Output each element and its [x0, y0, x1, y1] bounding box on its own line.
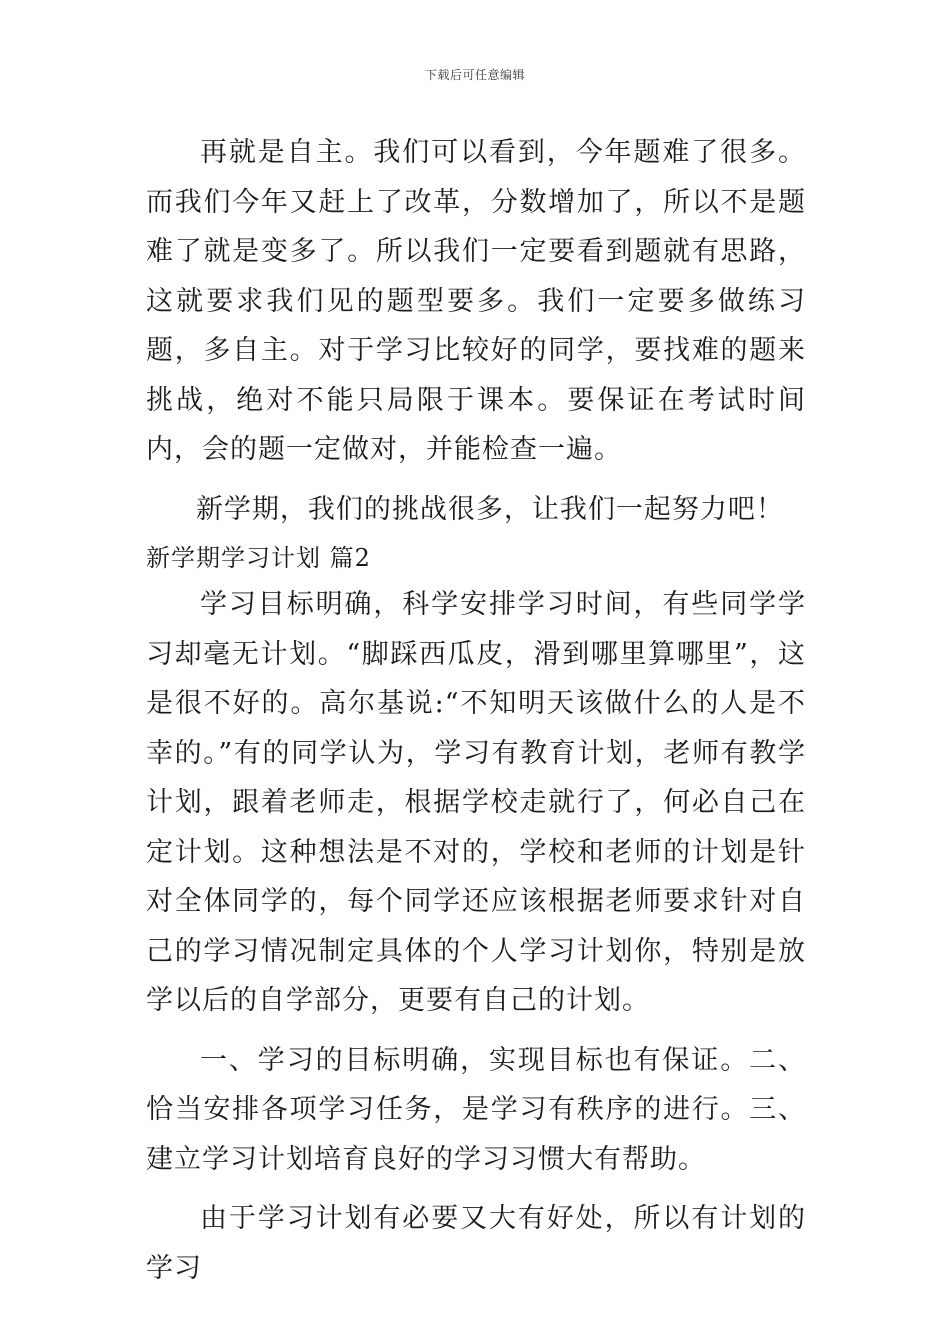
page-header-note: 下载后可任意编辑 [424, 68, 525, 82]
paragraph-gap [146, 477, 806, 485]
paragraph-benefits-list: 一、学习的目标明确，实现目标也有保证。二、恰当安排各项学习任务，是学习有秩序的进行。三、建立学习计划培育良好的学习习惯大有帮助。 [146, 1044, 806, 1175]
paragraph-new-semester: 新学期，我们的挑战很多，让我们一起努力吧！ [195, 493, 784, 525]
paragraph-gap [146, 1028, 806, 1036]
paragraph-study-goals: 学习目标明确，科学安排学习时间，有些同学学习却毫无计划。“脚踩西瓜皮，滑到哪里算哪里”，这是很不好的。高尔基说:“不知明天该做什么的人是不幸的。”有的同学认为，学习有教育计划，老师有教学计划，跟着老师走，根据学校走就行了，何必自己在定计划。这种想法是不对的，学校和老师的计划是针对全体同学的，每个同学还应该根据老师要求针对自己的学习情况制定具体的个人学习计划你，特别是放学以后的自学部分，更要有自己的计划。 [146, 589, 806, 1016]
paragraph-conclusion-start: 由于学习计划有必要又大有好处，所以有计划的学习 [146, 1203, 806, 1284]
paragraph-gap [146, 1186, 806, 1194]
document-body [146, 128, 806, 1295]
section-title: 新学期学习计划 篇2 [146, 544, 371, 572]
paragraph-self-study: 再就是自主。我们可以看到，今年题难了很多。而我们今年又赶上了改革，分数增加了，所以不是题难了就是变多了。所以我们一定要看到题就有思路，这就要求我们见的题型要多。我们一定要多做练习题，多自主。对于学习比较好的同学，要找难的题来挑战，绝对不能只局限于课本。要保证在考试时间内，会的题一定做对，并能检查一遍。 [146, 137, 806, 465]
